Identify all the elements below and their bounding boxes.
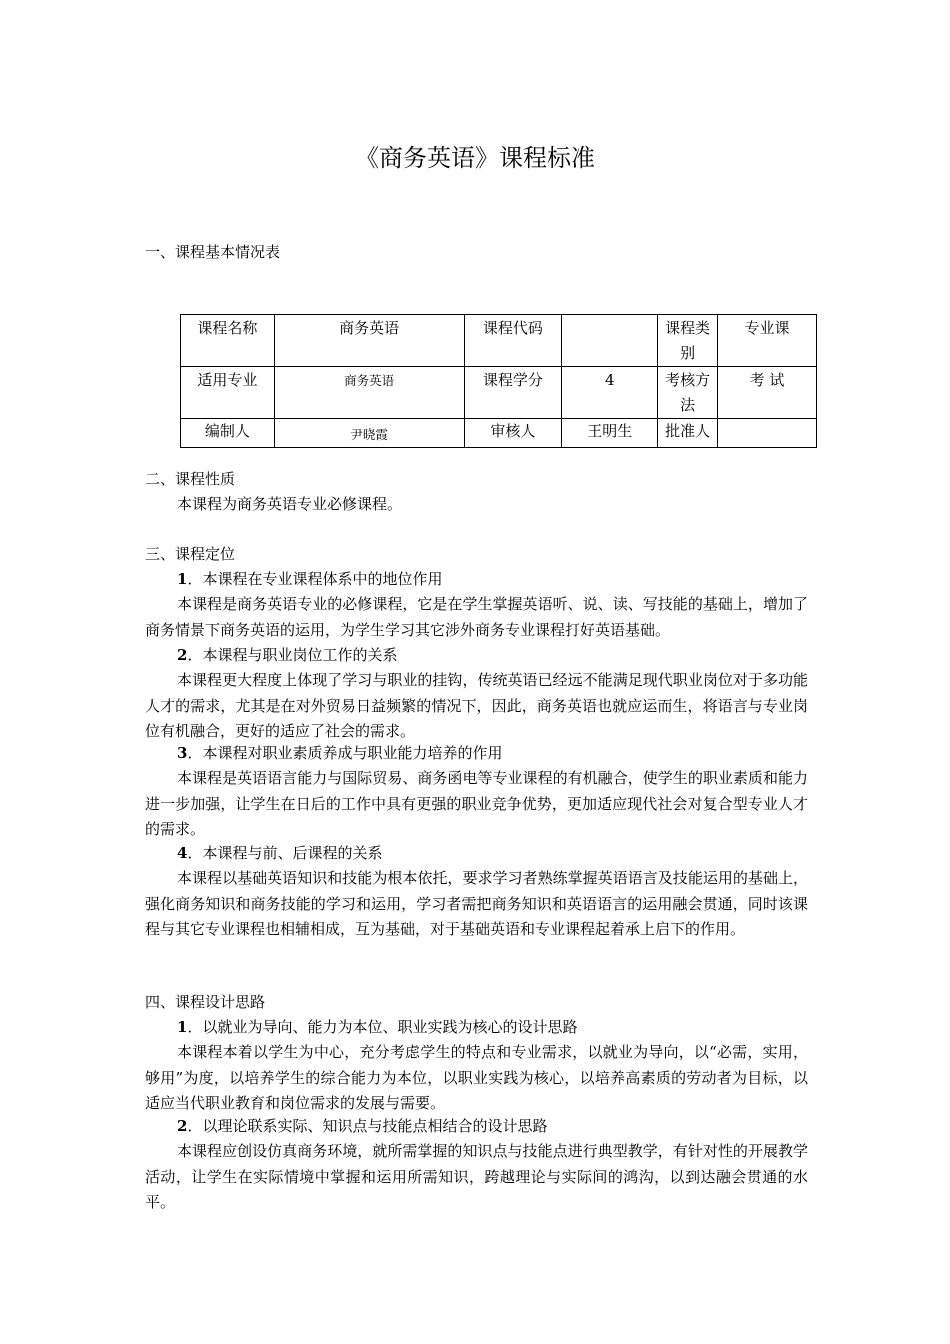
subheading-number: 2 [177, 646, 188, 664]
subheading-text: ．本课程与职业岗位工作的关系 [187, 646, 398, 664]
table-cell: 编制人 [181, 419, 275, 448]
subheading-text: ．以就业为导向、能力为本位、职业实践为核心的设计思路 [187, 1018, 578, 1036]
subheading [177, 841, 382, 865]
paragraph: 本课程是英语语言能力与国际贸易、商务函电等专业课程的有机融合，使学生的职业素质和能力进一步加强，让学生在日后的工作中具有更强的职业竞争优势，更加适应现代社会对复合型专业人才的需求。 [145, 769, 808, 838]
table-cell: 审核人 [464, 419, 562, 448]
subheading [177, 1114, 547, 1138]
section-2-heading: 二、课程性质 [145, 470, 236, 488]
section-1-heading: 一、课程基本情况表 [145, 243, 281, 261]
table-cell [562, 315, 658, 367]
subheading-number: 1 [177, 570, 188, 588]
course-info-table [180, 314, 817, 448]
subheading-text: ．以理论联系实际、知识点与技能点相结合的设计思路 [187, 1117, 548, 1135]
table-cell: 课程名称 [181, 315, 275, 367]
table-cell: 4 [562, 367, 658, 419]
section-4-heading: 四、课程设计思路 [145, 993, 266, 1011]
table-cell: 考 试 [718, 367, 817, 419]
document-title: 《商务英语》课程标准 [355, 144, 595, 172]
table-cell: 考核方法 [658, 367, 718, 419]
table-row [181, 315, 817, 367]
subheading-text: ．本课程对职业素质养成与职业能力培养的作用 [187, 744, 503, 762]
paragraph: 本课程更大程度上体现了学习与职业的挂钩，传统英语已经远不能满足现代职业岗位对于多功能人才的需求，尤其是在对外贸易日益频繁的情况下，因此，商务英语也就应运而生，将语言与专业岗位有机融合，更好的适应了社会的需求。 [145, 671, 808, 740]
paragraph: 本课程是商务英语专业的必修课程，它是在学生掌握英语听、说、读、写技能的基础上，增加了商务情景下商务英语的运用，为学生学习其它涉外商务专业课程打好英语基础。 [145, 595, 808, 639]
table-cell: 王明生 [562, 419, 658, 448]
table-cell: 商务英语 [274, 367, 464, 419]
subheading-text: ．本课程与前、后课程的关系 [187, 844, 383, 862]
table-cell: 适用专业 [181, 367, 275, 419]
subheading [177, 741, 502, 765]
section-3-heading: 三、课程定位 [145, 545, 236, 563]
table-cell [718, 419, 817, 448]
table-row [181, 367, 817, 419]
table-cell: 商务英语 [274, 315, 464, 367]
subheading-text: ．本课程在专业课程体系中的地位作用 [187, 570, 443, 588]
subheading [177, 643, 397, 667]
table-cell: 课程类别 [658, 315, 718, 367]
paragraph: 本课程为商务英语专业必修课程。 [177, 495, 403, 513]
table-cell: 尹晓霞 [274, 419, 464, 448]
subheading-number: 3 [177, 744, 188, 762]
table-cell: 批准人 [658, 419, 718, 448]
table-row [181, 419, 817, 448]
paragraph: 本课程以基础英语知识和技能为根本依托，要求学习者熟练掌握英语语言及技能运用的基础上，强化商务知识和商务技能的学习和运用，学习者需把商务知识和英语语言的运用融会贯通，同时该课程与其它专业课程也相辅相成，互为基础，对于基础英语和专业课程起着承上启下的作用。 [145, 869, 808, 938]
table-cell: 课程代码 [464, 315, 562, 367]
table-cell: 专业课 [718, 315, 817, 367]
table-cell: 课程学分 [464, 367, 562, 419]
subheading [177, 567, 442, 591]
subheading-number: 4 [177, 844, 188, 862]
paragraph: 本课程本着以学生为中心，充分考虑学生的特点和专业需求，以就业为导向，以“必需，实用，够用”为度，以培养学生的综合能力为本位，以职业实践为核心，以培养高素质的劳动者为目标，以适应当代职业教育和岗位需求的发展与需要。 [145, 1043, 808, 1112]
subheading-number: 2 [177, 1117, 188, 1135]
subheading [177, 1015, 577, 1039]
subheading-number: 1 [177, 1018, 188, 1036]
paragraph: 本课程应创设仿真商务环境，就所需掌握的知识点与技能点进行典型教学，有针对性的开展教学活动，让学生在实际情境中掌握和运用所需知识，跨越理论与实际间的鸿沟，以到达融会贯通的水平。 [145, 1142, 808, 1211]
